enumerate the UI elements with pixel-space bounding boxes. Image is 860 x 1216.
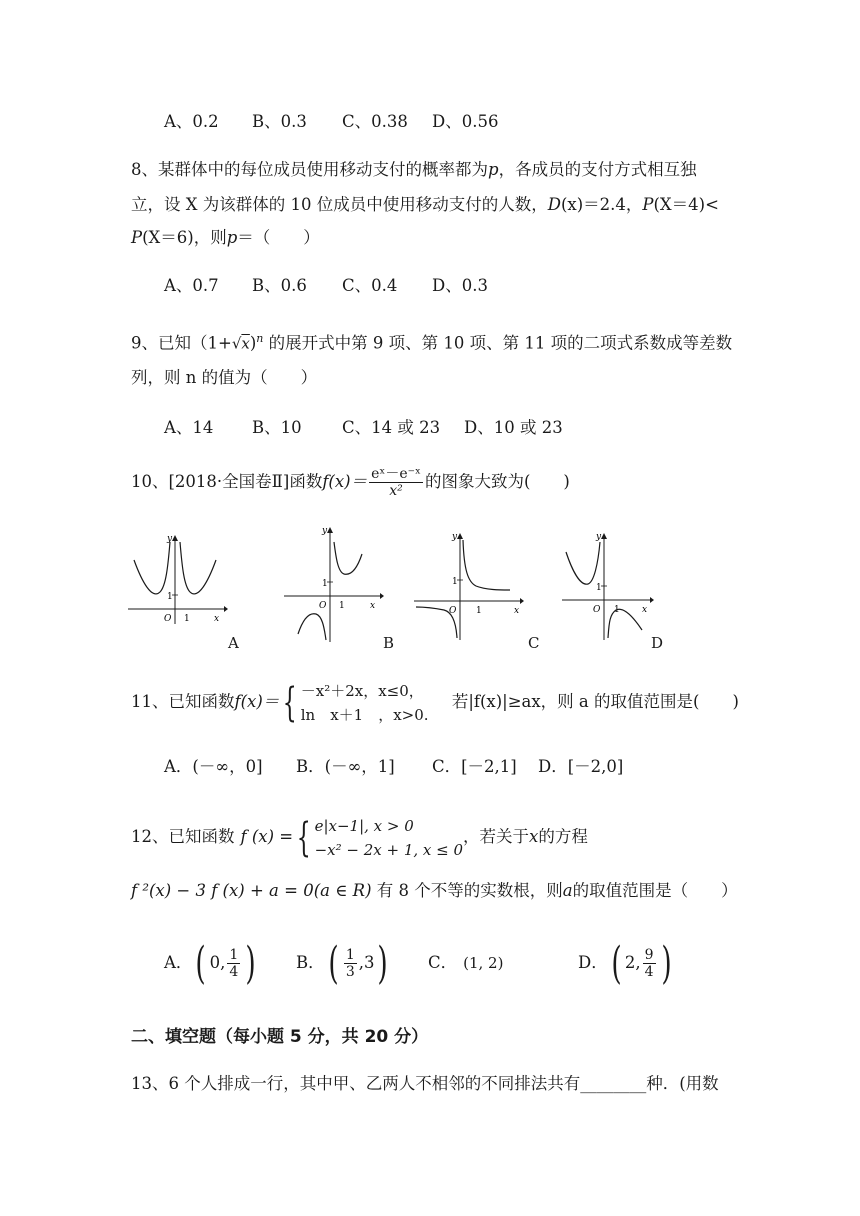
q10-numerator: eˣ－e⁻ˣ [371, 466, 421, 482]
graph-c-tick-y1: 1 [452, 577, 458, 587]
graph-c-x-label: x [514, 606, 520, 616]
graph-d-x-label: x [642, 605, 648, 615]
q12-option-a: A．( 0, $\frac{1}{4}$ ) [164, 937, 257, 989]
q8-line3: P(X＝6)，则p＝（ ） [131, 228, 320, 247]
graph-b-x-label: x [370, 601, 376, 611]
q10-graph-b [284, 524, 384, 644]
q10-denominator: x² [389, 483, 403, 499]
q11-case1: －x²＋2x，x≤0， [300, 681, 424, 700]
q12-case2: −x² − 2x + 1, x ≤ 0 [314, 840, 464, 859]
graph-a-tick-x1: 1 [184, 614, 190, 624]
q12-option-c: C． (1, 2) [428, 953, 504, 972]
q10-stem: 10、[2018·全国卷Ⅱ]函数f(x)＝ $\frac{\text{eˣ－e⁻ˣ}}{\text{x²}}$ 的图象大致为( ) [131, 466, 570, 499]
q10-graph-d [562, 530, 656, 642]
graph-d-tick-y1: 1 [596, 583, 602, 593]
q8-line1: 8、某群体中的每位成员使用移动支付的概率都为p，各成员的支付方式相互独 [131, 160, 697, 179]
graph-label-c: C [528, 634, 540, 652]
q7-option-c: C、0.38 [342, 112, 408, 131]
q8-option-b: B、0.6 [252, 276, 307, 295]
q12-equation: f ²(x) − 3 f (x) + a = 0(a ∈ R) [131, 881, 372, 900]
q11-option-c: C．[－2,1] [432, 757, 517, 776]
q8-option-c: C、0.4 [342, 276, 398, 295]
graph-b-tick-x1: 1 [339, 601, 345, 611]
graph-c-y-label: y [452, 532, 458, 542]
graph-label-d: D [651, 634, 664, 652]
q9-option-c: C、14 或 23 [342, 418, 441, 437]
graph-d-y-label: y [596, 532, 602, 542]
graph-b-tick-y1: 1 [322, 579, 328, 589]
q7-option-b: B、0.3 [252, 112, 307, 131]
q9-line1: 9、已知（1+√x)$^n$ 的展开式中第 9 项、第 10 项、第 11 项的二项式系数成等差数 [131, 332, 733, 353]
q12-option-b: B．( $\frac{1}{3}$ ,3) [296, 937, 389, 989]
q12-option-d: D．( 2, $\frac{9}{4}$ ) [578, 937, 672, 989]
q7-option-a: A、0.2 [164, 112, 219, 131]
graph-a-tick-y1: 1 [167, 592, 173, 602]
q11-case2: ln x＋1 ，x>0. [300, 705, 429, 724]
q12-stem: 12、已知函数 f (x) ={ e|x−1|, x > 0 −x² − 2x + 1, x ≤ 0 ，若关于x的方程 [131, 814, 588, 861]
q9-option-b: B、10 [252, 418, 302, 437]
graph-b-y-label: y [322, 526, 328, 536]
q10-graph-c [414, 530, 526, 642]
graph-a-origin: O [164, 614, 172, 624]
graph-label-b: B [383, 634, 395, 652]
q8-line2: 立，设 X 为该群体的 10 位成员中使用移动支付的人数，D(x)＝2.4，P(X＝4)< [131, 195, 719, 214]
section-heading-fill-in: 二、填空题（每小题 5 分，共 20 分） [131, 1027, 429, 1047]
q8-option-a: A、0.7 [164, 276, 219, 295]
q11-option-a: A．(－∞，0] [164, 757, 263, 776]
graph-b-origin: O [319, 601, 327, 611]
q12-line2: f ²(x) − 3 f (x) + a = 0(a ∈ R) 有 8 个不等的实数根，则a的取值范围是（ ） [131, 881, 738, 900]
q8-option-d: D、0.3 [432, 276, 488, 295]
graph-label-a: A [228, 634, 239, 652]
q7-option-d: D、0.56 [432, 112, 499, 131]
q11-option-d: D．[－2,0] [538, 757, 624, 776]
q10-graph-a [128, 532, 228, 627]
graph-c-origin: O [449, 606, 457, 616]
graph-c-tick-x1: 1 [476, 606, 482, 616]
graph-d-tick-x1: 1 [614, 605, 620, 615]
q11-stem: 11、已知函数f(x)＝{ －x²＋2x，x≤0， ln x＋1 ，x>0. 若|f(x)|≥ax，则 a 的取值范围是( ) [131, 679, 739, 726]
graph-d-origin: O [593, 605, 601, 615]
q9-option-a: A、14 [164, 418, 214, 437]
q9-option-d: D、10 或 23 [464, 418, 563, 437]
graph-a-y-label: y [167, 534, 173, 544]
q9-line2: 列，则 n 的值为（ ） [131, 368, 318, 387]
graph-a-x-label: x [214, 614, 220, 624]
q13-line1: 13、6 个人排成一行，其中甲、乙两人不相邻的不同排法共有________种．(用数 [131, 1074, 719, 1093]
q11-option-b: B．(－∞，1] [296, 757, 395, 776]
q12-case1: e|x−1|, x > 0 [314, 816, 414, 835]
